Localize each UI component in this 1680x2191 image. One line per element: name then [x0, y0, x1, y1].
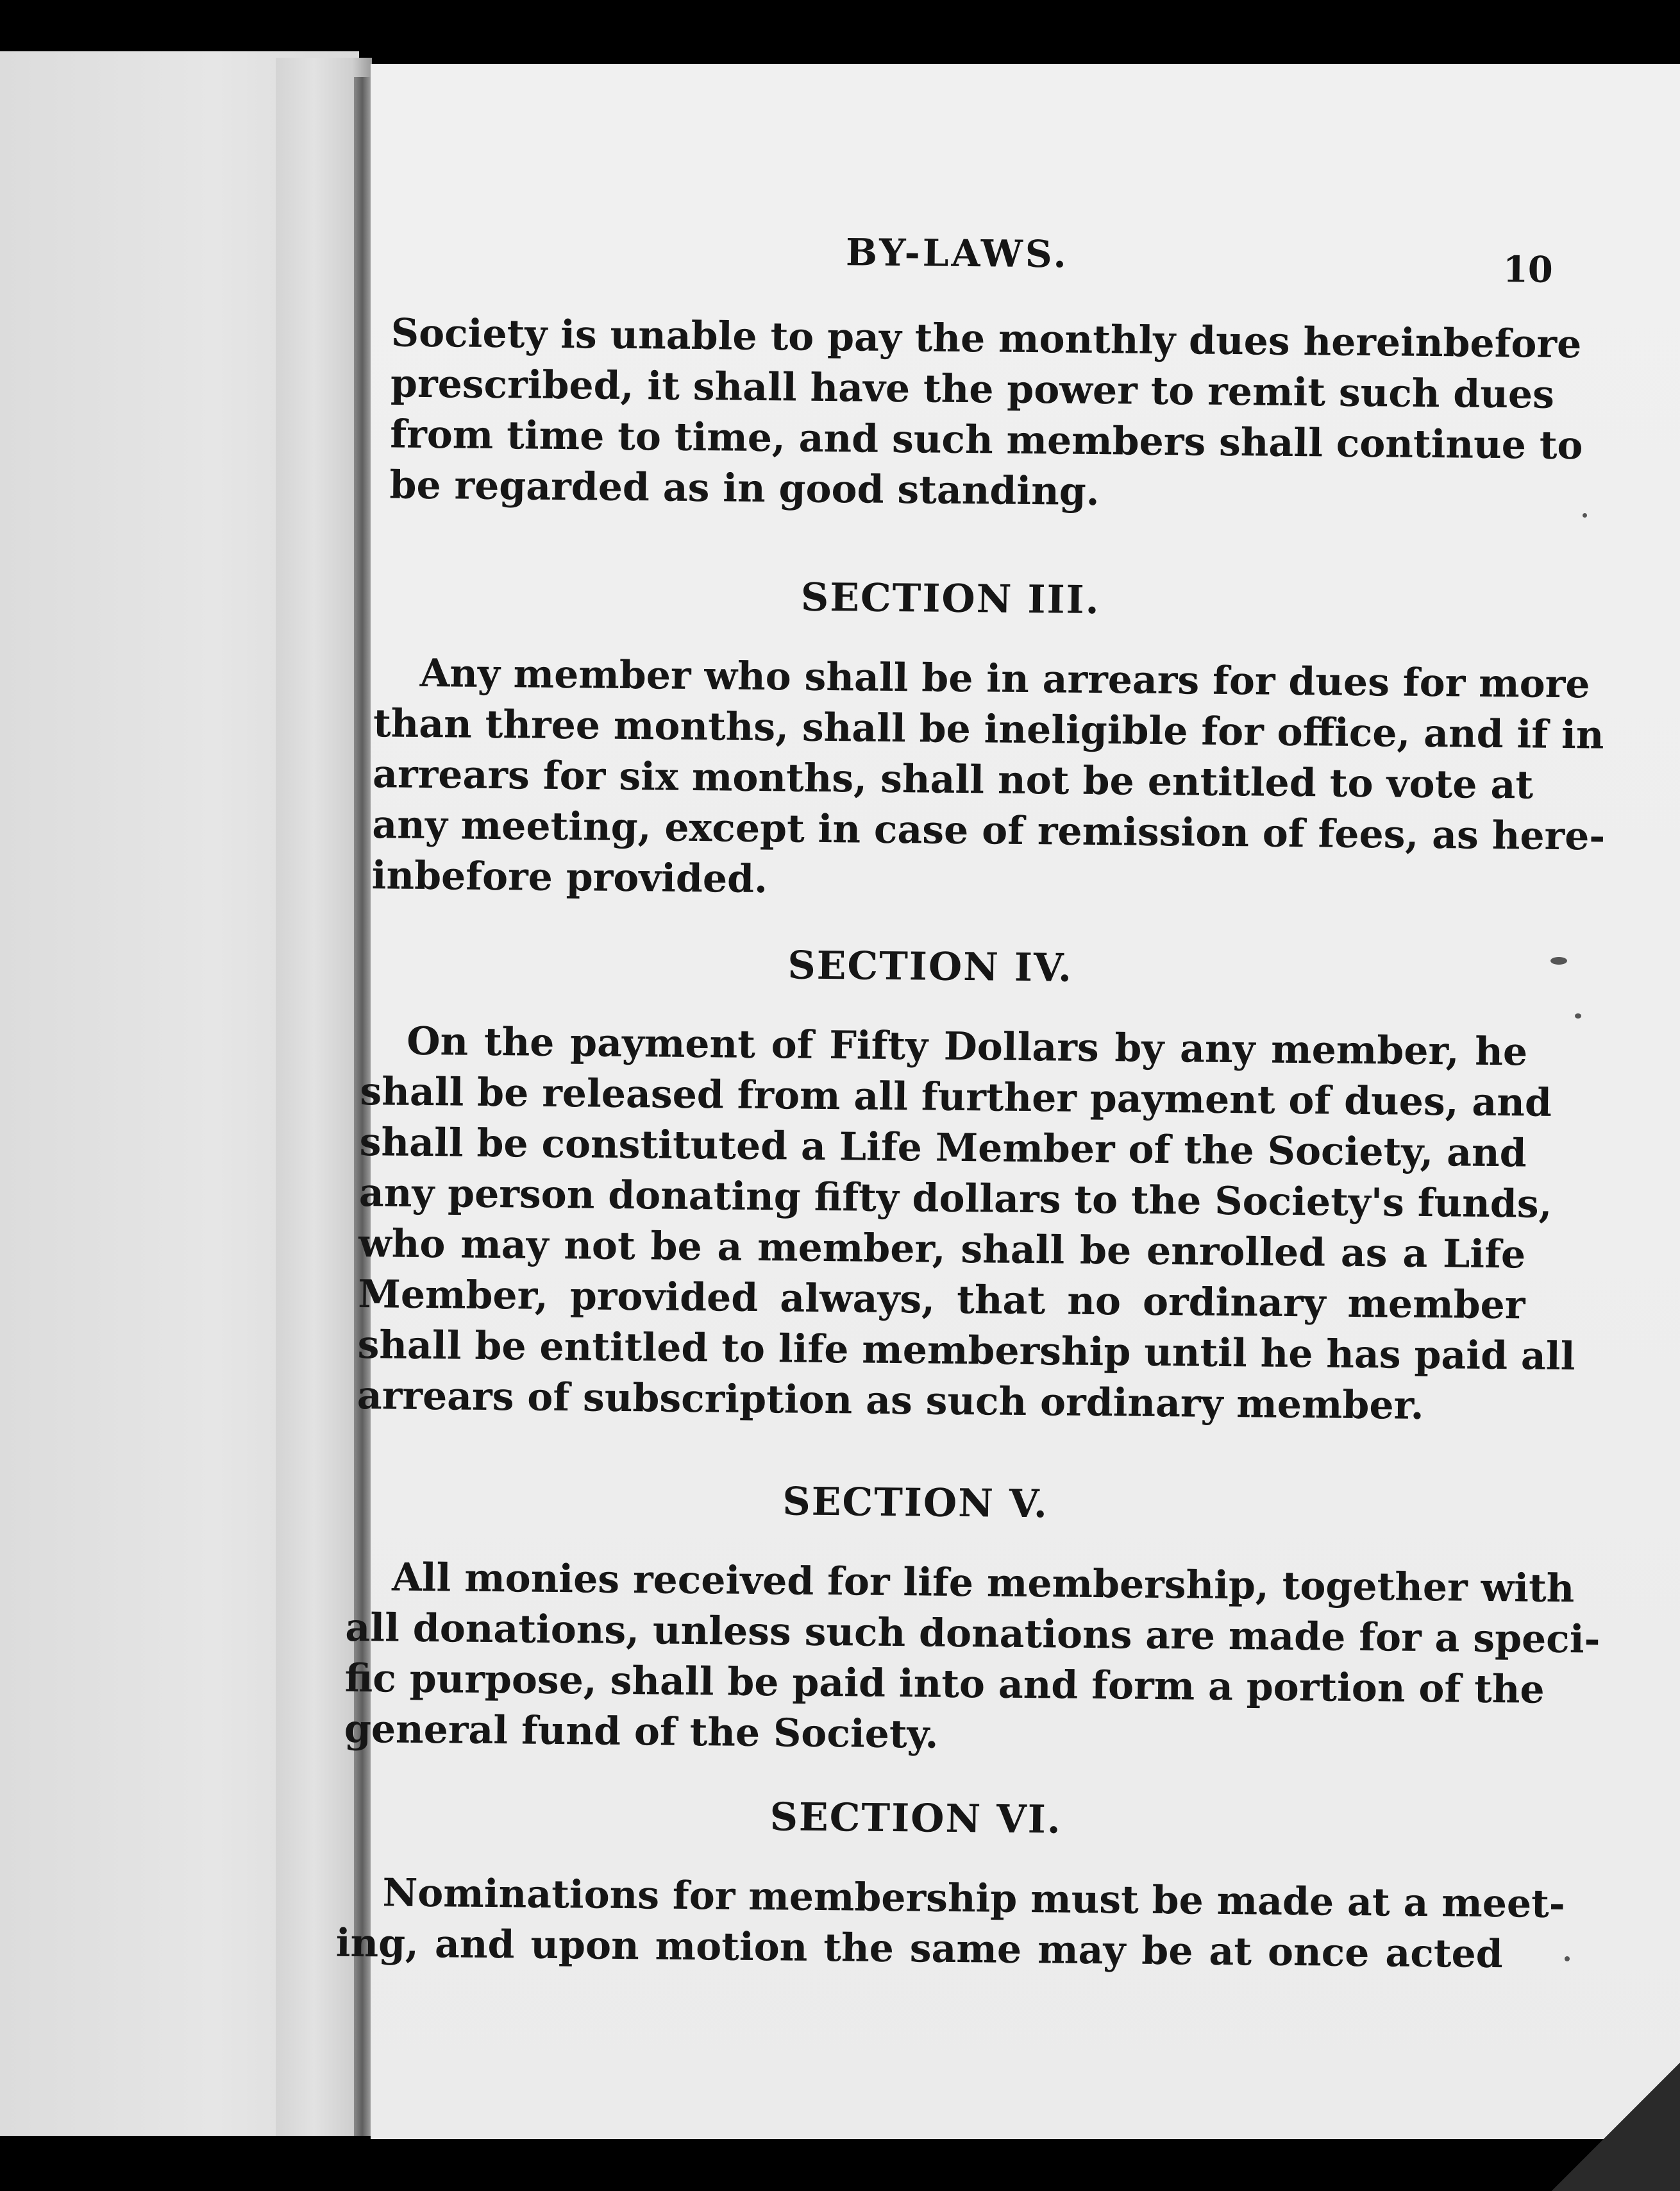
opening-paragraph	[389, 308, 1583, 521]
section-iv-heading: SECTION IV.	[787, 943, 1073, 991]
section-v-paragraph	[344, 1552, 1600, 1766]
page-corner-shadow	[1552, 2063, 1680, 2191]
section-iii-paragraph	[371, 648, 1606, 912]
text-line: be regarded as in good standing.	[389, 462, 1100, 515]
section-vi-paragraph	[335, 1868, 1566, 1980]
text-line: who may not be a member, shall be enrolled as a Life	[358, 1221, 1526, 1278]
text-line: arrears for six months, shall not be entitled to vote at	[372, 752, 1534, 808]
text-line: inbefore provided.	[371, 853, 768, 902]
text-line: than three months, shall be ineligible for office, and if in	[373, 701, 1604, 758]
text-line: Nominations for membership must be made at a meet-	[382, 1870, 1566, 1927]
text-line: Society is unable to pay the monthly dues hereinbefore	[391, 310, 1582, 368]
dust-speck	[1550, 957, 1567, 965]
section-vi-heading: SECTION VI.	[769, 1795, 1063, 1843]
text-line: Member, provided always, that no ordinary member	[358, 1272, 1525, 1328]
section-iv-paragraph	[357, 1016, 1575, 1432]
text-line: any meeting, except in case of remission of fees, as here-	[372, 802, 1606, 859]
text-line: fic purpose, shall be paid into and form a portion of the	[344, 1655, 1545, 1713]
section-v-heading: SECTION V.	[782, 1479, 1049, 1527]
dust-speck	[1583, 513, 1587, 518]
text-line: from time to time, and such members shall continue to	[390, 412, 1583, 469]
text-line: general fund of the Society.	[344, 1706, 939, 1757]
text-line: shall be constituted a Life Member of the Society, and	[359, 1120, 1527, 1176]
dust-speck	[1575, 1013, 1581, 1019]
text-line: shall be released from all further payment of dues, and	[360, 1069, 1552, 1126]
text-line: prescribed, it shall have the power to remit such dues	[390, 361, 1555, 418]
running-head: BY-LAWS.	[845, 230, 1070, 276]
text-line: arrears of subscription as such ordinary member.	[357, 1373, 1424, 1428]
dust-speck	[1565, 1956, 1570, 1961]
text-line: All monies received for life membership, together with	[391, 1555, 1575, 1612]
text-line: Any member who shall be in arrears for dues for more	[419, 650, 1590, 707]
text-line: On the payment of Fifty Dollars by any member, he	[406, 1019, 1528, 1075]
text-line: all donations, unless such donations are made for a speci-	[345, 1605, 1600, 1662]
text-line: shall be entitled to life membership until he has paid all	[357, 1322, 1575, 1380]
section-iii-heading: SECTION III.	[800, 575, 1100, 623]
text-line: ing, and upon motion the same may be at once acted	[335, 1920, 1504, 1977]
page-number: 10	[1502, 248, 1554, 291]
text-line: any person donating fifty dollars to the Society's funds,	[358, 1171, 1552, 1227]
